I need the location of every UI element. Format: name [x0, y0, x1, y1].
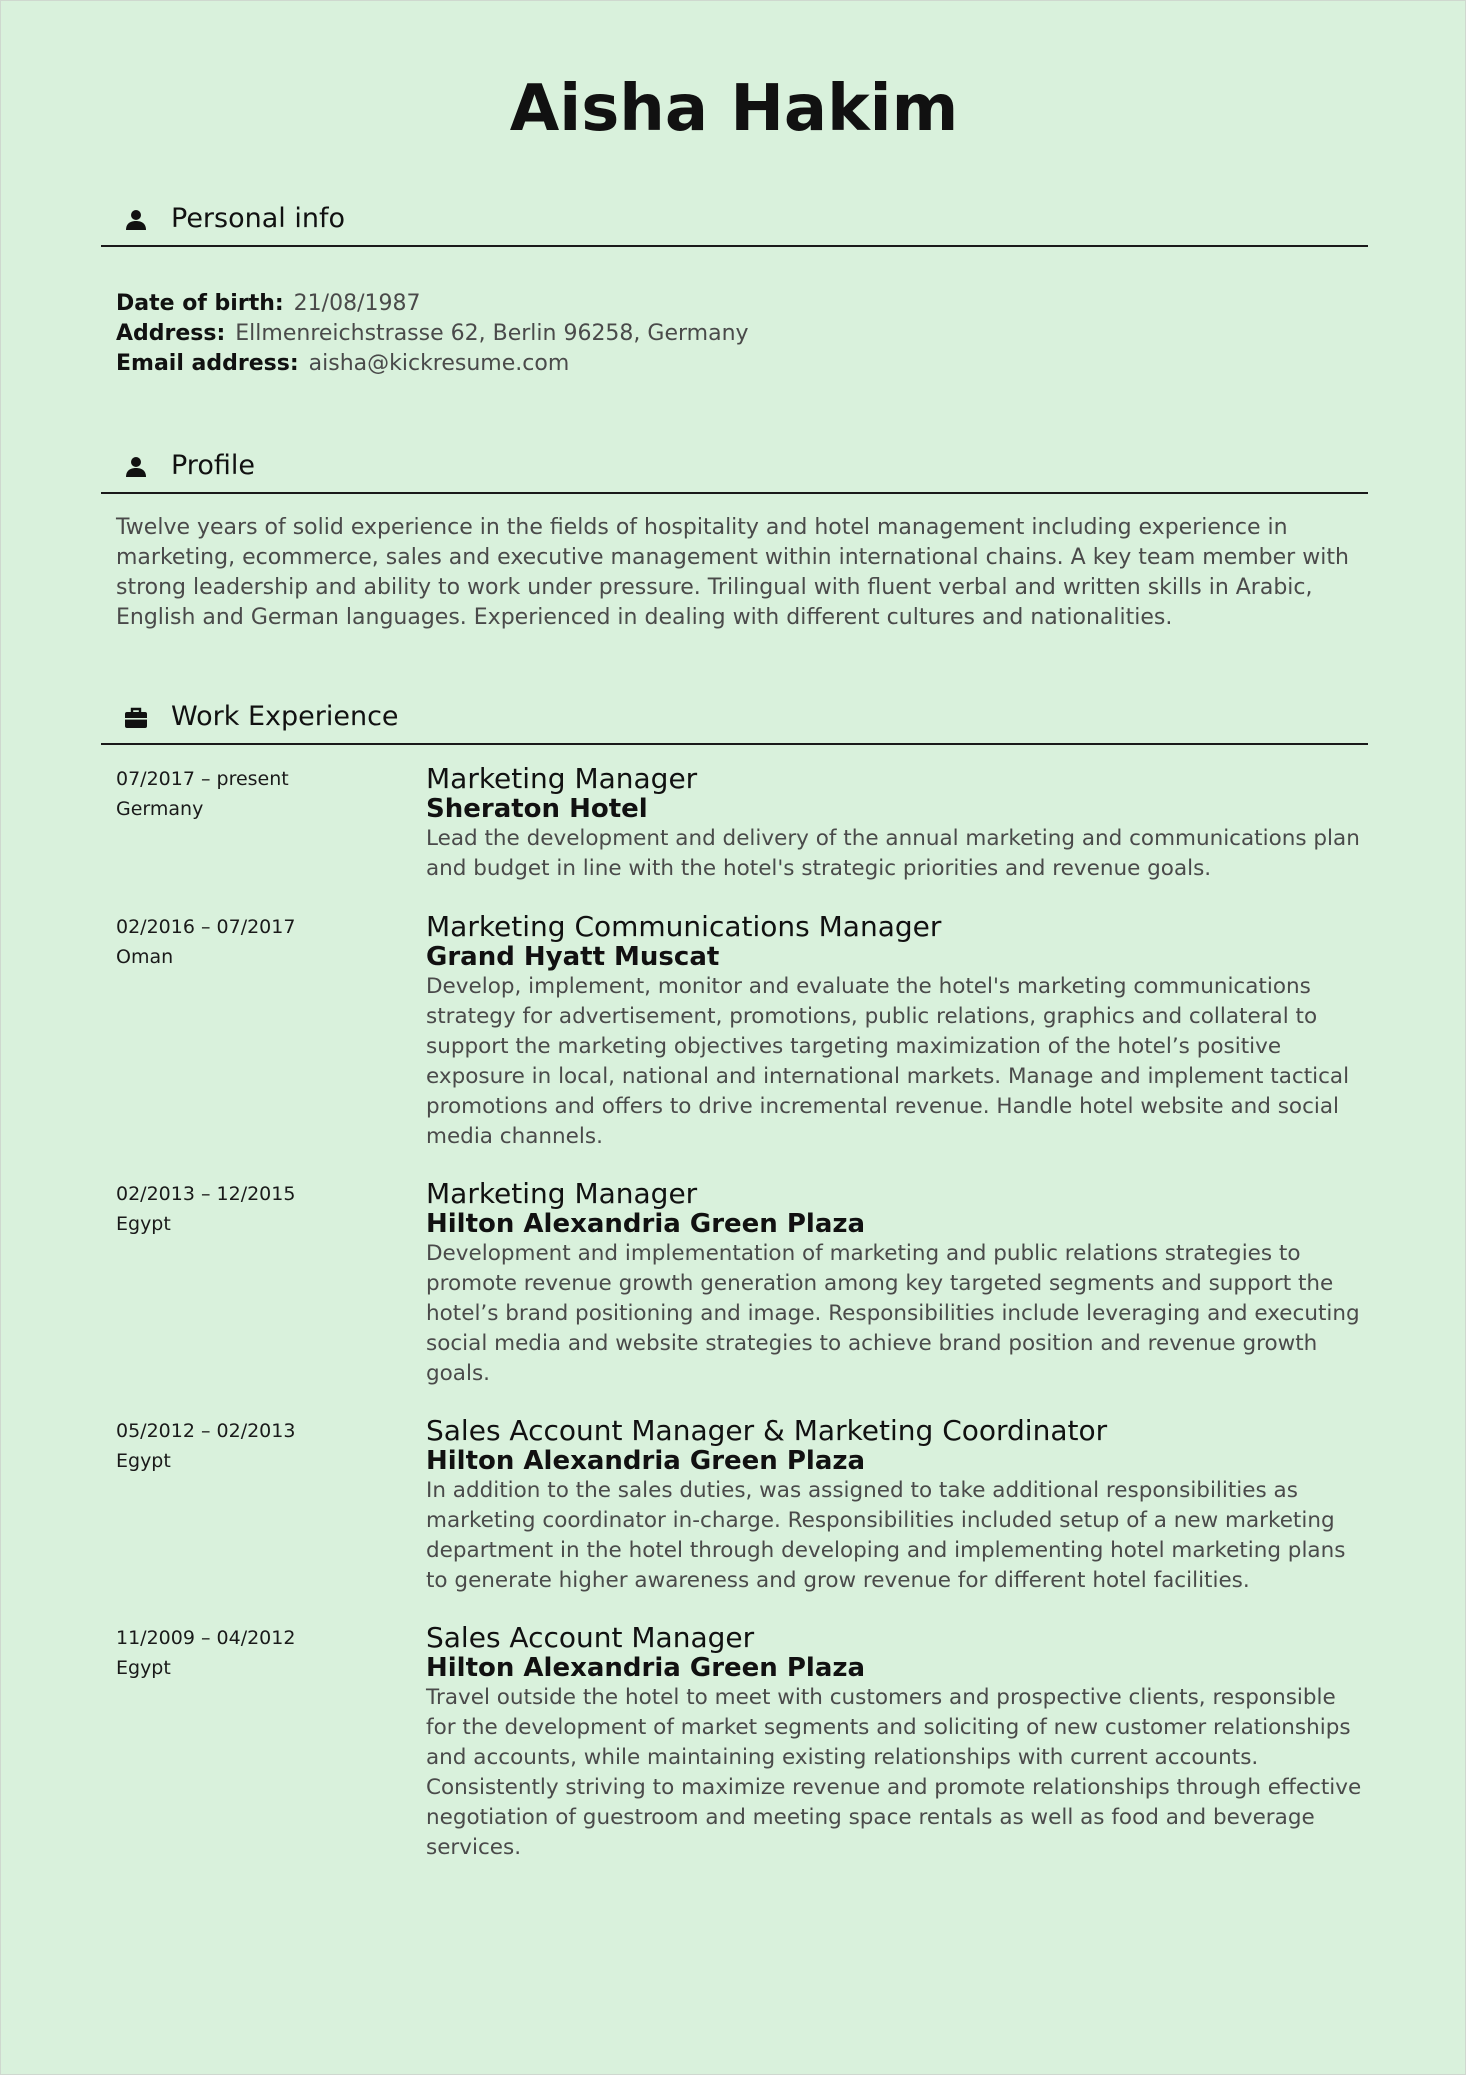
info-row-address [116, 319, 749, 349]
job-location: Egypt [116, 1657, 171, 1679]
job-title: Sales Account Manager & Marketing Coordinator [426, 1414, 1108, 1447]
info-value: aisha@kickresume.com [308, 351, 570, 376]
job-dates: 05/2012 – 02/2013 [116, 1420, 296, 1442]
job-description: Lead the development and delivery of the annual marketing and communications plan and budget in line with the hotel's strategic priorities and revenue goals. [426, 826, 1360, 881]
info-label: Date of birth: [116, 291, 284, 316]
job-location: Egypt [116, 1213, 171, 1235]
job-body [426, 1623, 1366, 1863]
job-dates: 02/2016 – 07/2017 [116, 916, 296, 938]
person-icon [123, 207, 149, 233]
job-title: Marketing Manager [426, 762, 698, 795]
job-meta [116, 764, 416, 824]
info-value: Ellmenreichstrasse 62, Berlin 96258, Germany [235, 321, 749, 346]
job-meta [116, 1623, 416, 1683]
info-row-email [116, 349, 749, 379]
job-company: Grand Hyatt Muscat [426, 942, 720, 972]
job-meta [116, 912, 416, 972]
job-description: Develop, implement, monitor and evaluate the hotel's marketing communications strategy for advertisement, promotions, public relations, graphics and collateral to support the marketing objectives targeting maximization of the hotel’s positive exposure in local, national and international markets. Manage and implement tactical promotions and offers to drive incremental revenue. Handle hotel website and social media channels. [426, 974, 1350, 1149]
job-title: Sales Account Manager [426, 1621, 755, 1654]
info-label: Email address: [116, 351, 299, 376]
section-title: Personal info [171, 203, 345, 234]
job-location: Oman [116, 946, 174, 968]
candidate-name: Aisha Hakim [509, 72, 959, 146]
job-title: Marketing Communications Manager [426, 910, 942, 943]
section-header-work-experience [101, 697, 1368, 745]
job-dates: 11/2009 – 04/2012 [116, 1627, 296, 1649]
job-location: Germany [116, 798, 204, 820]
job-body [426, 1179, 1366, 1389]
section-header-personal-info [101, 199, 1368, 247]
section-title: Work Experience [171, 701, 399, 732]
job-dates: 07/2017 – present [116, 768, 289, 790]
job-body [426, 764, 1366, 884]
info-row-date-of-birth [116, 289, 749, 319]
job-company: Hilton Alexandria Green Plaza [426, 1209, 866, 1239]
job-body [426, 912, 1366, 1152]
job-description: In addition to the sales duties, was assigned to take additional responsibilities as marketing coordinator in-charge. Responsibilities included setup of a new marketing department in the hotel through developing and implementing hotel marketing plans to generate higher awareness and grow revenue for different hotel facilities. [426, 1478, 1346, 1593]
job-company: Hilton Alexandria Green Plaza [426, 1653, 866, 1683]
section-header-profile [101, 446, 1368, 494]
job-description: Travel outside the hotel to meet with customers and prospective clients, responsible for the development of market segments and soliciting of new customer relationships and accounts, while maintaining existing relationships with current accounts. Consistently striving to maximize revenue and promote relationships through effective negotiation of guestroom and meeting space rentals as well as food and beverage services. [426, 1685, 1362, 1860]
job-body [426, 1416, 1366, 1596]
job-description: Development and implementation of marketing and public relations strategies to promote revenue growth generation among key targeted segments and support the hotel’s brand positioning and image. Responsibilities include leveraging and executing social media and website strategies to achieve brand position and revenue growth goals. [426, 1241, 1360, 1386]
personal-info-list [116, 289, 749, 379]
job-location: Egypt [116, 1450, 171, 1472]
job-company: Sheraton Hotel [426, 794, 648, 824]
briefcase-icon [123, 705, 149, 731]
job-meta [116, 1416, 416, 1476]
section-title: Profile [171, 450, 255, 481]
profile-summary: Twelve years of solid experience in the fields of hospitality and hotel management including experience in marketing, ecommerce, sales and executive management within international chains. A key team member with strong leadership and ability to work under pressure. Trilingual with fluent verbal and written skills in Arabic, English and German languages. Experienced in dealing with different cultures and nationalities. [116, 515, 1349, 630]
info-label: Address: [116, 321, 226, 346]
job-title: Marketing Manager [426, 1177, 698, 1210]
job-company: Hilton Alexandria Green Plaza [426, 1446, 866, 1476]
info-value: 21/08/1987 [293, 291, 421, 316]
job-dates: 02/2013 – 12/2015 [116, 1183, 296, 1205]
person-icon [123, 454, 149, 480]
job-meta [116, 1179, 416, 1239]
